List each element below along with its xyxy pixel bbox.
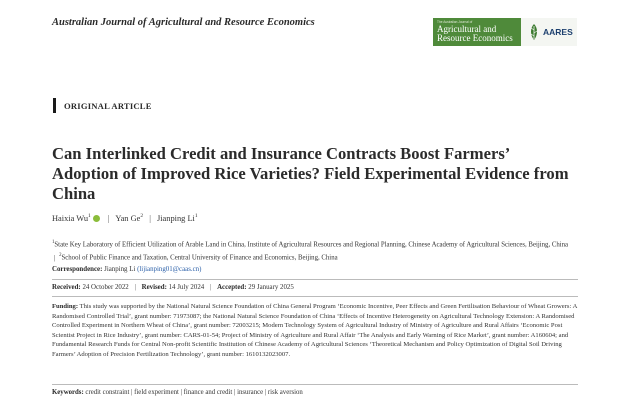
orcid-icon[interactable]: [93, 215, 100, 222]
keywords-text: credit constraint | field experiment | finance and credit | insurance | risk aversion: [85, 389, 303, 396]
funding-statement: [52, 302, 578, 360]
affiliation-separator: |: [54, 254, 56, 262]
affiliation-sup: 1: [52, 240, 55, 245]
accepted-date: 29 January 2025: [248, 284, 294, 291]
affiliation-2: School of Public Finance and Taxation, Central University of Finance and Economics, Beijing, China: [61, 254, 338, 262]
author-name[interactable]: Jianping Li: [156, 213, 195, 223]
date-separator: |: [134, 284, 136, 291]
revised-label: Revised:: [141, 284, 167, 291]
logo-text: [433, 21, 513, 42]
section-bar: [53, 98, 56, 113]
affiliations: [52, 237, 572, 264]
keywords: [52, 389, 303, 396]
author-separator: |: [107, 213, 110, 223]
funding-label: Funding:: [52, 303, 79, 310]
correspondence-email-link[interactable]: (lijianping01@caas.cn): [137, 266, 202, 273]
correspondence-label: Correspondence:: [52, 266, 103, 273]
author-list: [52, 213, 198, 223]
author-name[interactable]: Yan Ge: [115, 213, 141, 223]
received-label: Received:: [52, 284, 81, 291]
logo-small-text: The Australian Journal of: [437, 20, 473, 25]
author-affiliation-sup: 2: [140, 213, 144, 219]
affiliation-sup: 2: [59, 253, 62, 259]
divider: [52, 279, 578, 280]
accepted-label: Accepted:: [217, 284, 247, 291]
aares-label: AARES: [543, 27, 573, 37]
correspondence-name: Jianping Li: [104, 266, 136, 273]
author-affiliation-sup: 1: [194, 213, 198, 219]
date-separator: |: [209, 284, 212, 291]
aares-badge: [521, 18, 577, 46]
author-name[interactable]: Haixia Wu: [52, 213, 89, 223]
keywords-label: Keywords:: [52, 389, 84, 396]
logo-title-line2: Resource Economics: [437, 32, 513, 43]
divider: [52, 296, 578, 297]
received-date: 24 October 2022: [82, 284, 129, 291]
funding-text: This study was supported by the National Natural Science Foundation of China General Program ‘Economic Incentive, Peer Effects and Green Fertilisation Behaviour of Wheat Growers: A Randomised Controlled Trial’, grant number: 71973087; the National Natural Science Foundation of China ‘Effects of Incentive Heterogeneity on Agricultural Technology Extension: A Randomised Controlled Experiment in Northern Wheat of China’, grant number: 72003215; Modern Technology System of Agricultural Industry of Ministry of Agriculture and Rural Affairs ‘Economic Post Scientist Project in Rice Industry’, grant number: CARS-01-54; Project of Ministry of Agriculture and Rural Affair ‘The Analysis and Early Warning of Rice Market’, grant number: A160604; and Fundamental Research Funds for Central Non-profit Scientific Institution of Chinese Academy of Agricultural Sciences ‘Theoretical Mechanism and Policy Optimization of Digital Soil Driving Farmers’ Adoption of Precision Fertilization Technology’, grant number: 1610132023007.: [52, 303, 578, 358]
correspondence: [52, 266, 201, 273]
journal-name: Australian Journal of Agricultural and Resource Economics: [52, 17, 315, 28]
author-separator: |: [149, 213, 151, 223]
revised-date: 14 July 2024: [168, 284, 205, 291]
aares-emblem-icon: [527, 23, 541, 41]
affiliation-1: State Key Laboratory of Efficient Utilization of Arable Land in China, Institute of Agricultural Resources and Regional Planning, Chinese Academy of Agricultural Sciences, Beijing, China: [54, 241, 569, 249]
article-dates: [52, 284, 294, 291]
author-affiliation-sup: 1: [88, 213, 91, 219]
divider: [52, 384, 578, 385]
logo-title-line1: Agricultural and: [437, 23, 497, 34]
journal-logo: [433, 18, 577, 46]
article-type: ORIGINAL ARTICLE: [64, 101, 152, 111]
article-title: Can Interlinked Credit and Insurance Contracts Boost Farmers’ Adoption of Improved Rice Varieties? Field Experimental Evidence from China: [52, 144, 569, 203]
